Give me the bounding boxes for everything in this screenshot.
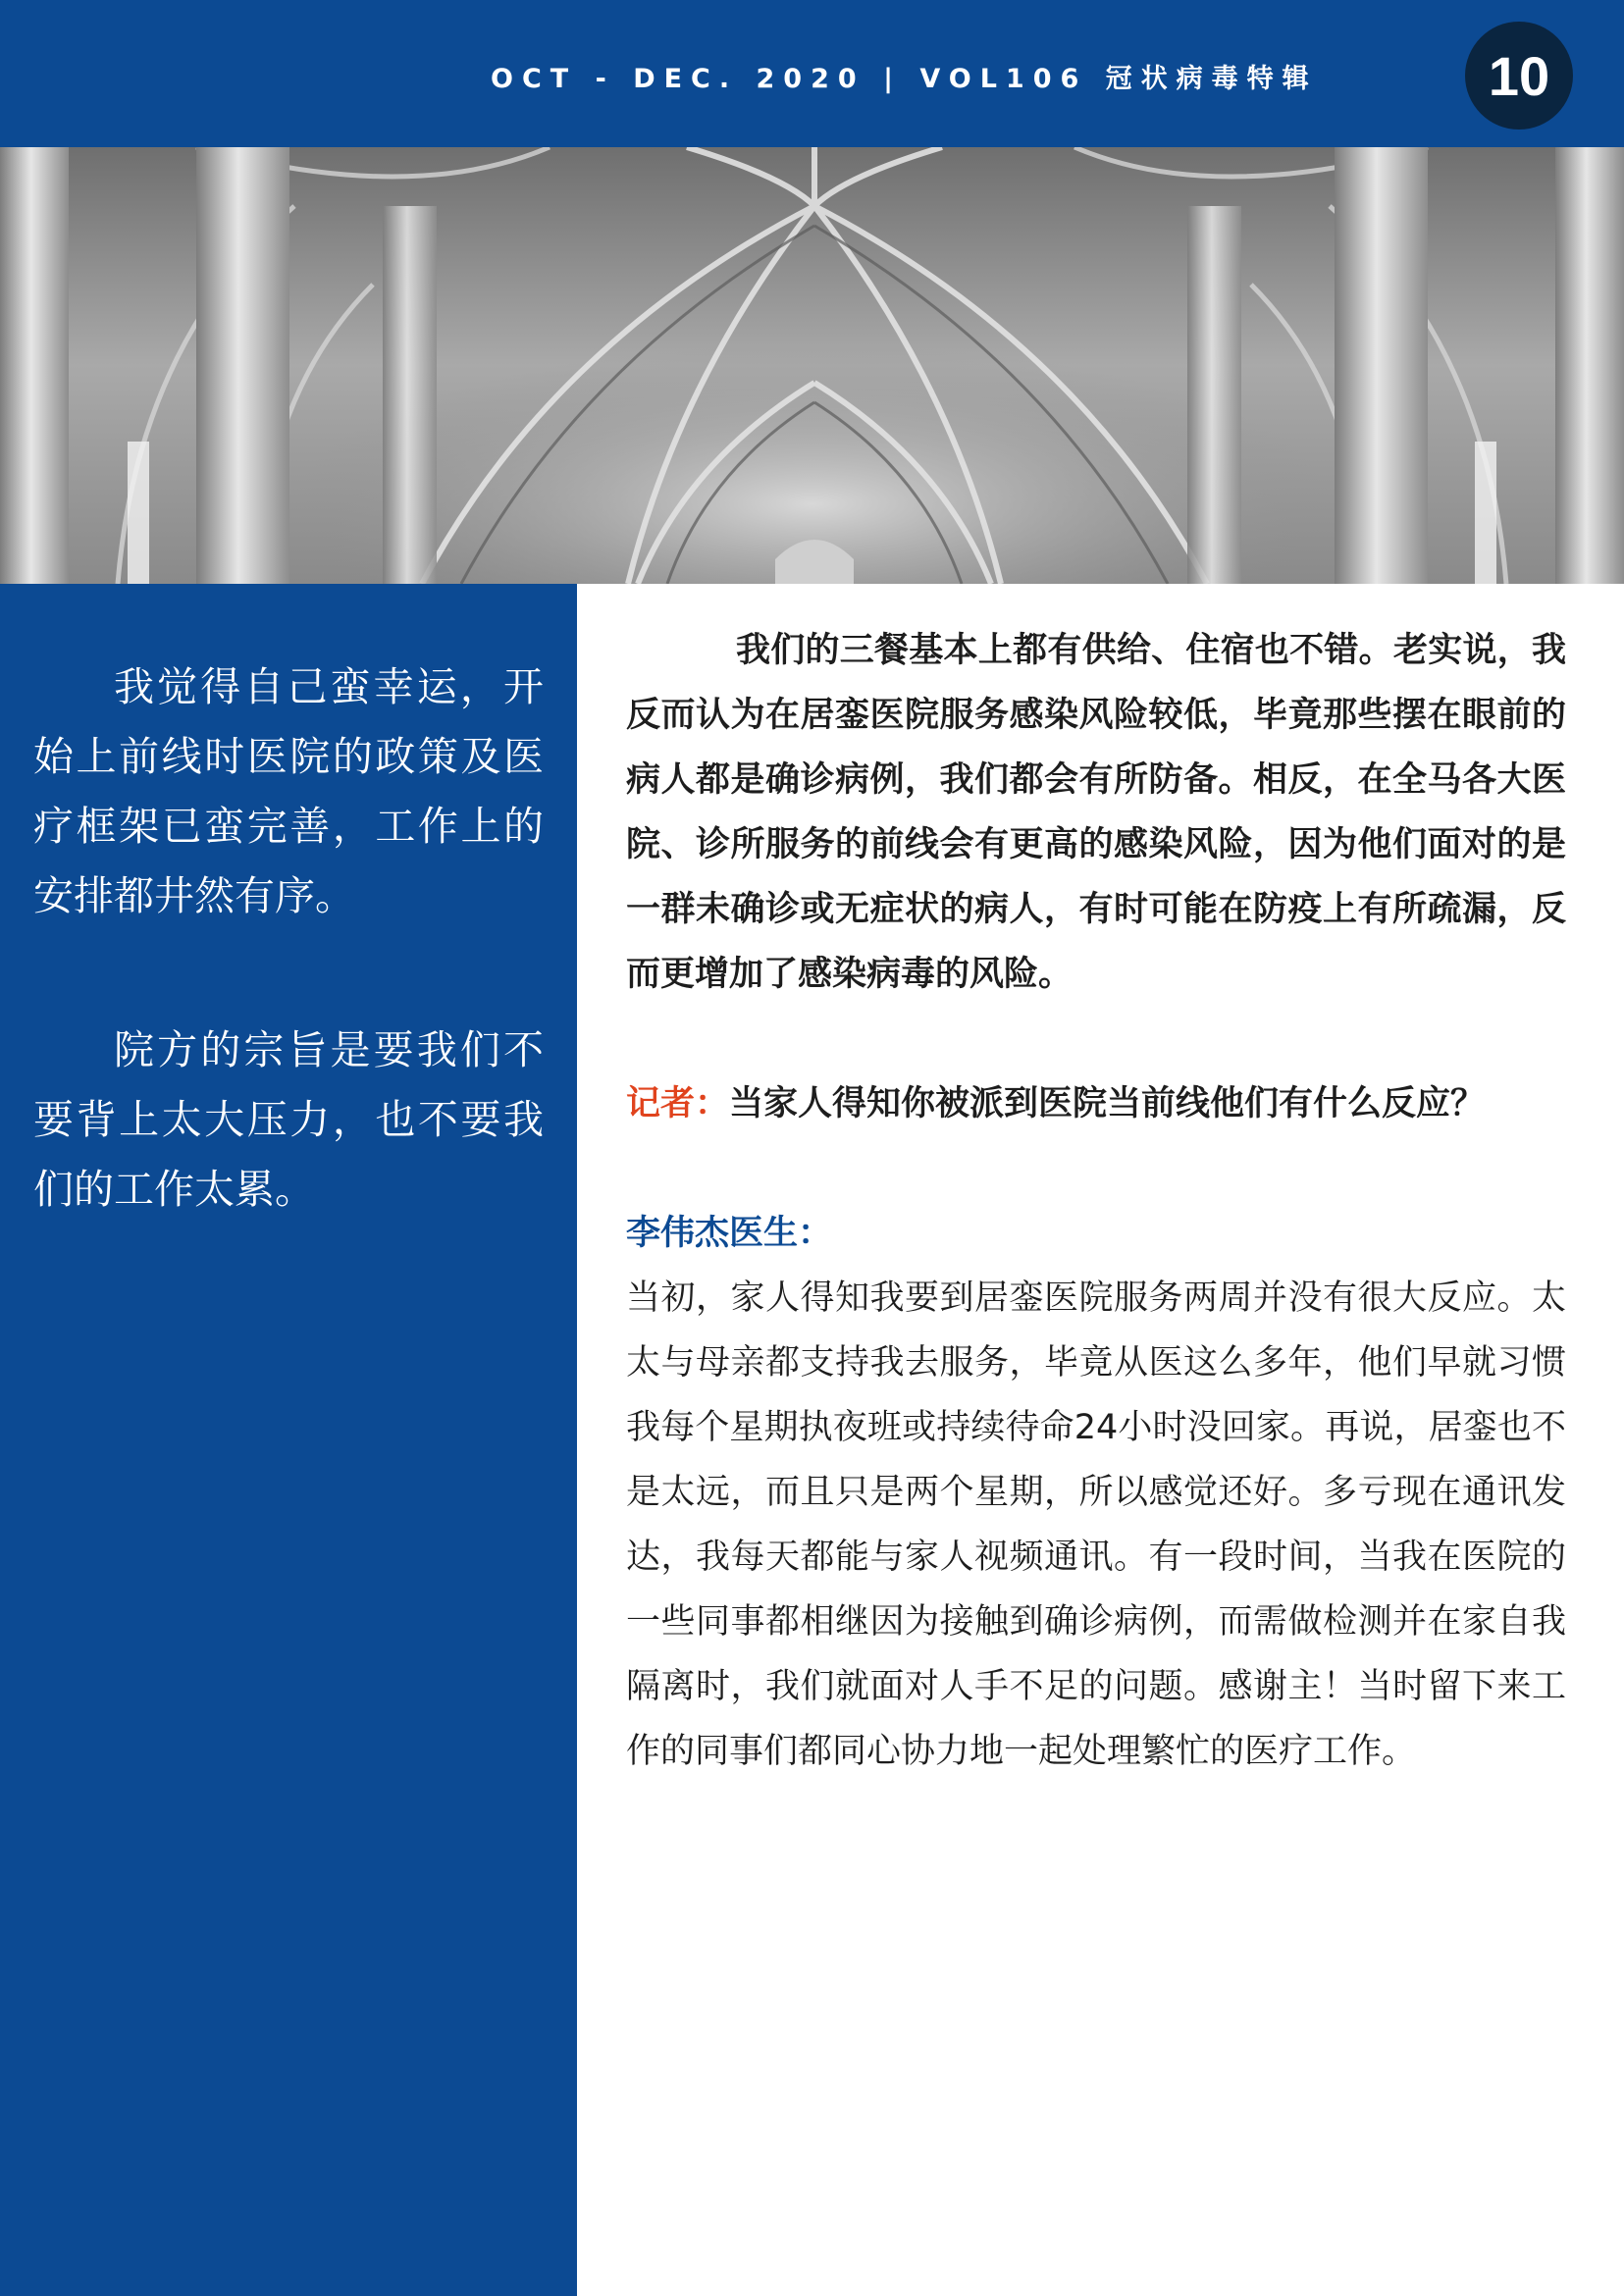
sidebar-pull-quotes <box>0 584 577 2296</box>
cathedral-vault-icon <box>0 147 1624 584</box>
reporter-question: 当家人得知你被派到医院当前线他们有什么反应？ <box>729 1084 1486 1123</box>
issue-line: OCT - DEC. 2020 | VOL106 冠状病毒特辑 <box>491 64 1318 94</box>
cathedral-vault-photo <box>0 147 1624 584</box>
reporter-label: 记者： <box>626 1084 730 1123</box>
spacer <box>626 1007 1566 1071</box>
header-band <box>0 0 1624 147</box>
pull-quote-2: 院方的宗旨是要我们不要背上太大压力，也不要我们的工作太累。 <box>33 1026 544 1213</box>
spacer <box>626 1136 1566 1201</box>
article-paragraph-2: 当初，家人得知我要到居銮医院服务两周并没有很大反应。太太与母亲都支持我去服务，毕竟从医这么多年，他们早就习惯我每个星期执夜班或持续待命24小时没回家。再说，居銮也不是太远，而且只是两个星期，所以感觉还好。多亏现在通讯发达，我每天都能与家人视频通讯。有一段时间，当我在医院的一些同事都相继因为接触到确诊病例，而需做检测并在家自我隔离时，我们就面对人手不足的问题。感谢主！当时留下来工作的同事们都同心协力地一起处理繁忙的医疗工作。 <box>626 1278 1566 1771</box>
reporter-question-block <box>626 1071 1566 1136</box>
doctor-label: 李伟杰医生： <box>626 1214 833 1253</box>
article-paragraph-1: 我们的三餐基本上都有供给、住宿也不错。老实说，我反而认为在居銮医院服务感染风险较低，毕竟那些摆在眼前的病人都是确诊病例，我们都会有所防备。相反，在全马各大医院、诊所服务的前线会有更高的感染风险，因为他们面对的是一群未确诊或无症状的病人，有时可能在防疫上有所疏漏，反而更增加了感染病毒的风险。 <box>626 631 1566 994</box>
article-body <box>626 618 1566 1784</box>
pull-quote-1: 我觉得自己蛮幸运，开始上前线时医院的政策及医疗框架已蛮完善，工作上的安排都井然有序。 <box>33 663 544 919</box>
page-number-badge <box>1465 22 1573 130</box>
page-number: 10 <box>1488 44 1550 107</box>
